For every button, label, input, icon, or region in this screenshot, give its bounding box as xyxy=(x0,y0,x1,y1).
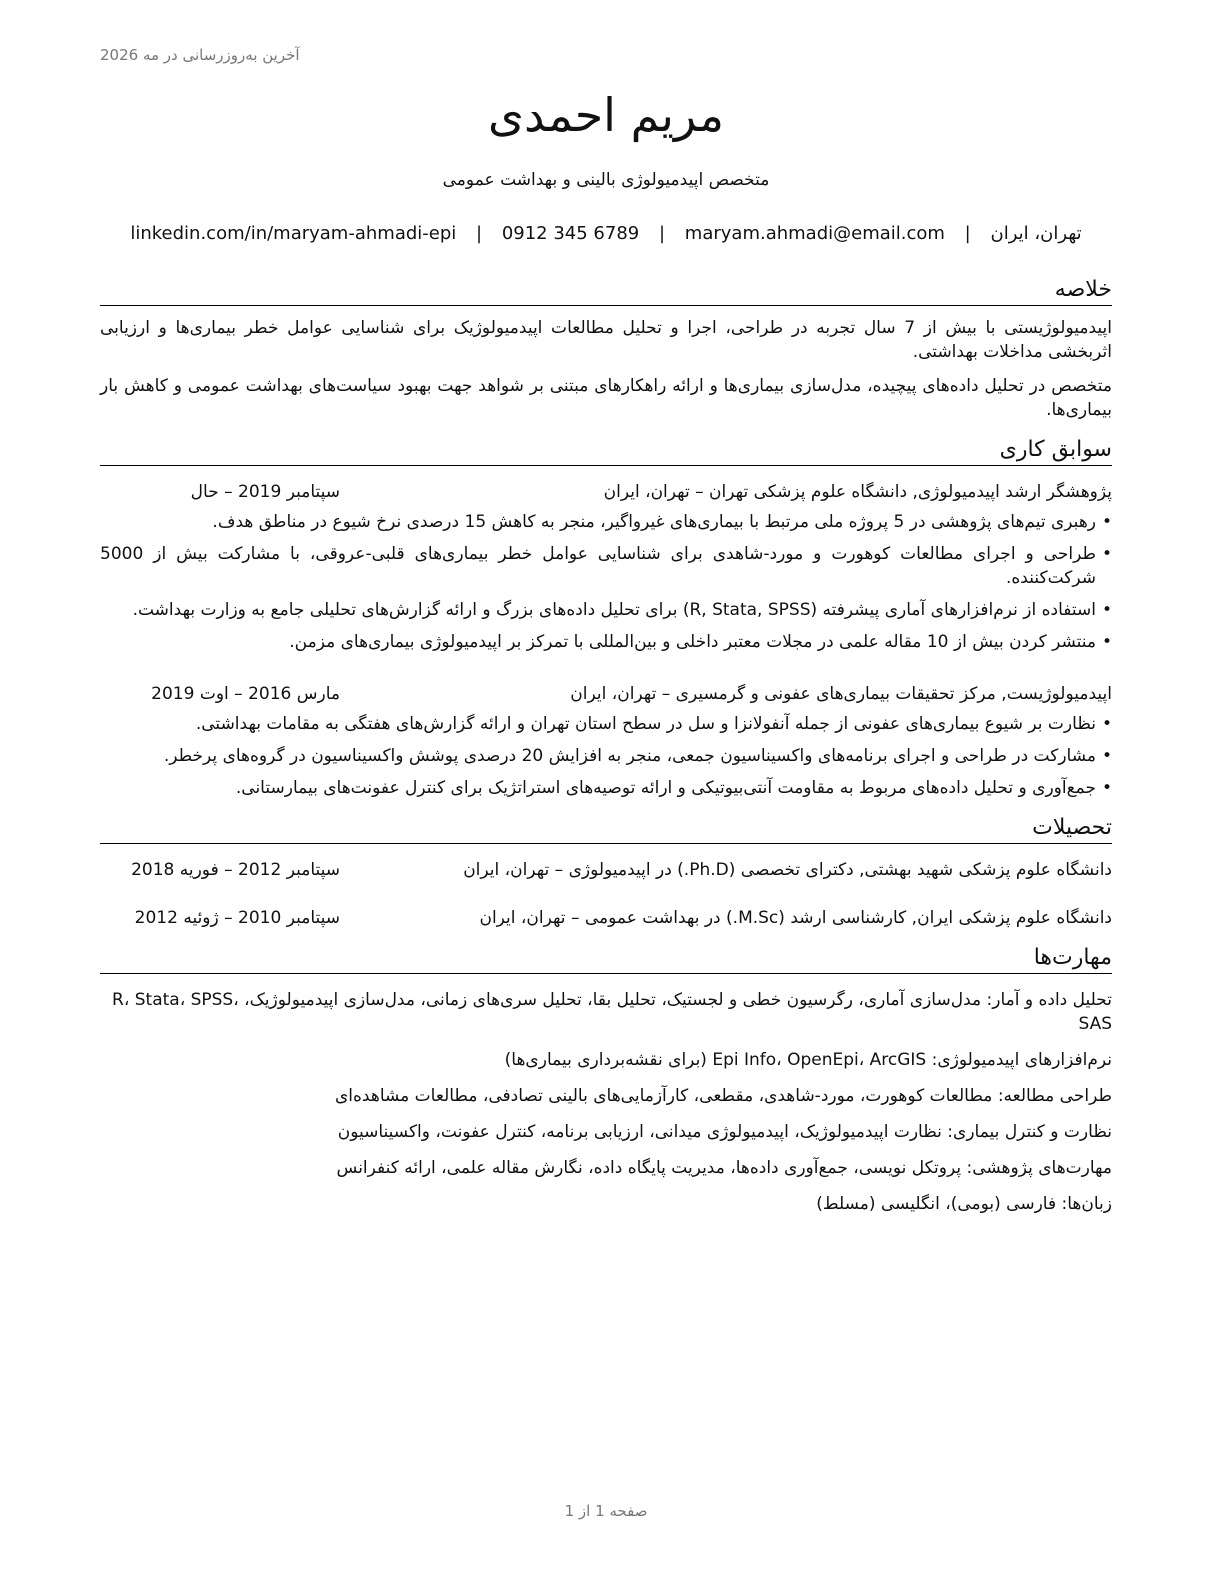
education-dates: سپتامبر 2010 – ژوئیه 2012 xyxy=(134,908,340,928)
education-entry xyxy=(100,858,1112,882)
contact-location: تهران، ایران xyxy=(990,223,1082,244)
contact-phone[interactable]: 0912 345 6789 xyxy=(501,223,640,244)
last-updated: آخرین به‌روزرسانی در مه 2026 xyxy=(100,46,300,64)
education-degree: دانشگاه علوم پزشکی ایران, کارشناسی ارشد (M.Sc.) در بهداشت عمومی – تهران، ایران xyxy=(479,908,1112,928)
skill-line: مهارت‌های پژوهشی: پروتکل نویسی، جمع‌آوری داده‌ها، مدیریت پایگاه داده، نگارش مقاله علمی، ارائه کنفرانس xyxy=(336,1158,1112,1178)
list-item: • رهبری تیم‌های پژوهشی در 5 پروژه ملی مرتبط با بیماری‌های غیرواگیر، منجر به کاهش 15 درصدی نرخ شیوع در مناطق هدف. xyxy=(100,510,1112,534)
section-heading-skills: مهارت‌ها xyxy=(100,944,1112,974)
summary-paragraph: اپیدمیولوژیستی با بیش از 7 سال تجربه در طراحی، اجرا و تحلیل مطالعات اپیدمیولوژیک برای شناسایی عوامل خطر بیماری‌ها و ارزیابی اثربخشی مداخلات بهداشتی. xyxy=(100,318,1113,362)
contact-linkedin[interactable]: linkedin.com/in/maryam-ahmadi-epi xyxy=(130,223,457,244)
job-header xyxy=(100,480,1112,504)
education-dates: سپتامبر 2012 – فوریه 2018 xyxy=(131,860,340,880)
skills-list xyxy=(100,988,1112,1216)
list-item: • جمع‌آوری و تحلیل داده‌های مربوط به مقاومت آنتی‌بیوتیکی و ارائه توصیه‌های استراتژیک برای کنترل عفونت‌های بیمارستانی. xyxy=(100,776,1112,800)
job-bullets xyxy=(100,712,1112,800)
skill-line: نرم‌افزارهای اپیدمیولوژی: Epi Info، OpenEpi، ArcGIS (برای نقشه‌برداری بیماری‌ها) xyxy=(504,1050,1112,1070)
job-role-org: اپیدمیولوژیست, مرکز تحقیقات بیماری‌های عفونی و گرمسیری – تهران، ایران xyxy=(570,684,1112,704)
professional-title: متخصص اپیدمیولوژی بالینی و بهداشت عمومی xyxy=(442,170,770,190)
contact-line xyxy=(100,223,1112,244)
education-section xyxy=(100,814,1112,930)
job-entry xyxy=(100,682,1112,800)
resume-page xyxy=(100,0,1112,1584)
job-role-org: پژوهشگر ارشد اپیدمیولوژی, دانشگاه علوم پزشکی تهران – تهران، ایران xyxy=(603,482,1112,502)
skill-line: تحلیل داده و آمار: مدل‌سازی آماری، رگرسیون خطی و لجستیک، تحلیل بقا، تحلیل سری‌های زمانی، مدل‌سازی اپیدمیولوژیک، R، Stata، SPSS، SAS xyxy=(112,990,1112,1034)
list-item: • طراحی و اجرای مطالعات کوهورت و مورد-شاهدی برای شناسایی عوامل خطر بیماری‌های قلبی-عروقی، با مشارکت بیش از 5000 شرکت‌کننده. xyxy=(100,542,1112,590)
job-bullets xyxy=(100,510,1112,654)
summary-section xyxy=(100,276,1112,422)
summary-paragraph: متخصص در تحلیل داده‌های پیچیده، مدل‌سازی بیماری‌ها و ارائه راهکارهای مبتنی بر شواهد جهت بهبود سیاست‌های بهداشت عمومی و کاهش بار بیماری‌ها. xyxy=(100,376,1112,420)
page-number: صفحه 1 از 1 xyxy=(564,1502,648,1520)
list-item: • نظارت بر شیوع بیماری‌های عفونی از جمله آنفولانزا و سل در سطح استان تهران و ارائه گزارش‌های هفتگی به مقامات بهداشتی. xyxy=(100,712,1112,736)
contact-separator: | xyxy=(964,223,971,244)
section-heading-experience: سوابق کاری xyxy=(100,436,1112,466)
list-item: • مشارکت در طراحی و اجرای برنامه‌های واکسیناسیون جمعی، منجر به افزایش 20 درصدی پوشش واکسیناسیون در گروه‌های پرخطر. xyxy=(100,744,1112,768)
education-degree: دانشگاه علوم پزشکی شهید بهشتی, دکترای تخصصی (Ph.D.) در اپیدمیولوژی – تهران، ایران xyxy=(463,860,1112,880)
person-name: مریم احمدی xyxy=(487,88,725,142)
section-heading-education: تحصیلات xyxy=(100,814,1112,844)
experience-section xyxy=(100,436,1112,800)
section-heading-summary: خلاصه xyxy=(100,276,1112,306)
skills-section xyxy=(100,944,1112,1216)
job-entry xyxy=(100,480,1112,654)
skill-line: نظارت و کنترل بیماری: نظارت اپیدمیولوژیک، اپیدمیولوژی میدانی، ارزیابی برنامه، کنترل عفونت، واکسیناسیون xyxy=(337,1122,1112,1142)
resume-content xyxy=(100,276,1112,1228)
job-header xyxy=(100,682,1112,706)
job-dates: سپتامبر 2019 – حال xyxy=(190,482,340,502)
list-item: • استفاده از نرم‌افزارهای آماری پیشرفته (R, Stata, SPSS) برای تحلیل داده‌های بزرگ و ارائه گزارش‌های تحلیلی جامع به وزارت بهداشت. xyxy=(100,598,1112,622)
skill-line: زبان‌ها: فارسی (بومی)، انگلیسی (مسلط) xyxy=(816,1194,1112,1214)
job-dates: مارس 2016 – اوت 2019 xyxy=(151,684,340,704)
contact-email[interactable]: maryam.ahmadi@email.com xyxy=(684,223,945,244)
list-item: • منتشر کردن بیش از 10 مقاله علمی در مجلات معتبر داخلی و بین‌المللی با تمرکز بر اپیدمیولوژی بیماری‌های مزمن. xyxy=(100,630,1112,654)
skill-line: طراحی مطالعه: مطالعات کوهورت، مورد-شاهدی، مقطعی، کارآزمایی‌های بالینی تصادفی، مطالعات مشاهده‌ای xyxy=(335,1086,1112,1106)
education-entry xyxy=(100,906,1112,930)
contact-separator: | xyxy=(476,223,483,244)
contact-separator: | xyxy=(658,223,666,244)
